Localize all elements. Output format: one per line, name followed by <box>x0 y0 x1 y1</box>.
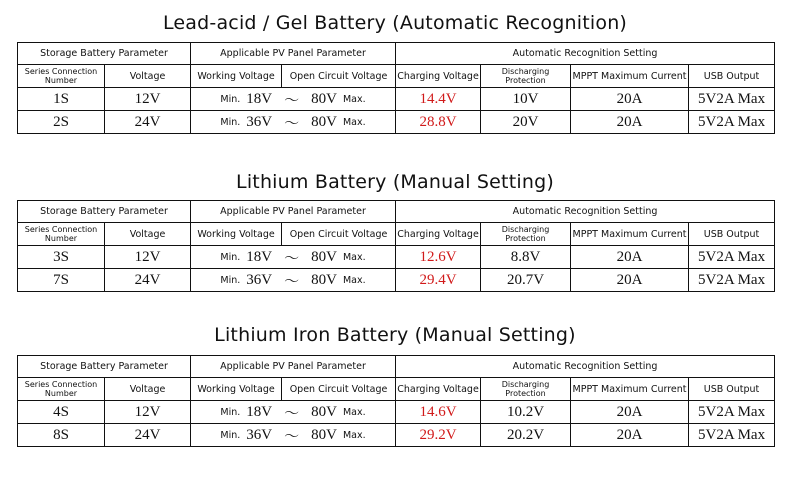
series-number-header: Series Connection Number <box>18 223 105 246</box>
pv-max-value: 80V <box>311 271 337 288</box>
voltage-header: Voltage <box>105 378 191 401</box>
series-cell: 3S <box>18 246 105 269</box>
series-number-header: Series Connection Number <box>18 65 105 88</box>
usb-cell: 5V2A Max <box>689 88 775 111</box>
pv-param-header: Applicable PV Panel Parameter <box>191 356 396 378</box>
usb-cell: 5V2A Max <box>689 269 775 292</box>
mppt-cell: 20A <box>571 424 689 447</box>
min-label: Min. <box>220 429 241 441</box>
mppt-cell: 20A <box>571 401 689 424</box>
open-circuit-header: Open Circuit Voltage <box>282 223 396 246</box>
auto-setting-header: Automatic Recognition Setting <box>396 43 775 65</box>
max-label: Max. <box>342 93 366 105</box>
header-row-groups <box>18 43 775 65</box>
usb-cell: 5V2A Max <box>689 424 775 447</box>
usb-output-header: USB Output <box>689 378 775 401</box>
min-label: Min. <box>220 93 241 105</box>
series-cell: 4S <box>18 401 105 424</box>
range-tilde: ～ <box>284 271 300 290</box>
voltage-header: Voltage <box>105 65 191 88</box>
table-row <box>18 111 775 134</box>
pv-min-value: 18V <box>246 248 273 265</box>
charging-cell: 12.6V <box>396 246 481 269</box>
mppt-cell: 20A <box>571 269 689 292</box>
mppt-current-header: MPPT Maximum Current <box>571 378 689 401</box>
table-title-lead-acid: Lead-acid / Gel Battery (Automatic Recognition) <box>162 12 628 34</box>
charging-cell: 29.2V <box>396 424 481 447</box>
pv-max-value: 80V <box>311 113 337 130</box>
discharging-protection-header: Discharging Protection <box>481 223 571 246</box>
discharging-cell: 20.2V <box>481 424 571 447</box>
discharging-cell: 20.7V <box>481 269 571 292</box>
open-circuit-header: Open Circuit Voltage <box>282 378 396 401</box>
range-tilde: ～ <box>284 248 300 267</box>
pv-max-value: 80V <box>311 426 337 443</box>
series-cell: 8S <box>18 424 105 447</box>
range-tilde: ～ <box>284 90 300 109</box>
charging-voltage-header: Charging Voltage <box>396 378 481 401</box>
charging-cell: 29.4V <box>396 269 481 292</box>
charging-voltage-header: Charging Voltage <box>396 65 481 88</box>
table-row <box>18 88 775 111</box>
pv-range-cell <box>191 246 396 269</box>
auto-setting-header: Automatic Recognition Setting <box>396 356 775 378</box>
storage-param-header: Storage Battery Parameter <box>18 43 191 65</box>
voltage-cell: 24V <box>105 269 191 292</box>
usb-cell: 5V2A Max <box>689 401 775 424</box>
table-title-lithium-iron: Lithium Iron Battery (Manual Setting) <box>214 324 576 346</box>
discharging-protection-header: Discharging Protection <box>481 65 571 88</box>
series-cell: 7S <box>18 269 105 292</box>
discharging-cell: 10.2V <box>481 401 571 424</box>
table-row <box>18 246 775 269</box>
pv-range-cell <box>191 269 396 292</box>
pv-range-cell <box>191 401 396 424</box>
range-tilde: ～ <box>284 403 300 422</box>
pv-max-value: 80V <box>311 248 337 265</box>
range-tilde: ～ <box>284 426 300 445</box>
pv-range-cell <box>191 88 396 111</box>
max-label: Max. <box>342 406 366 418</box>
series-cell: 2S <box>18 111 105 134</box>
auto-setting-header: Automatic Recognition Setting <box>396 201 775 223</box>
storage-param-header: Storage Battery Parameter <box>18 356 191 378</box>
usb-output-header: USB Output <box>689 65 775 88</box>
header-row-groups <box>18 201 775 223</box>
working-voltage-header: Working Voltage <box>191 378 282 401</box>
usb-cell: 5V2A Max <box>689 111 775 134</box>
charging-cell: 28.8V <box>396 111 481 134</box>
storage-param-header: Storage Battery Parameter <box>18 201 191 223</box>
max-label: Max. <box>342 251 366 263</box>
charging-voltage-header: Charging Voltage <box>396 223 481 246</box>
pv-range-cell <box>191 111 396 134</box>
voltage-cell: 12V <box>105 401 191 424</box>
mppt-cell: 20A <box>571 111 689 134</box>
header-row-columns <box>18 378 775 401</box>
usb-cell: 5V2A Max <box>689 246 775 269</box>
pv-min-value: 36V <box>246 271 273 288</box>
series-number-header: Series Connection Number <box>18 378 105 401</box>
header-row-columns <box>18 65 775 88</box>
table-row <box>18 401 775 424</box>
pv-param-header: Applicable PV Panel Parameter <box>191 43 396 65</box>
mppt-current-header: MPPT Maximum Current <box>571 223 689 246</box>
voltage-cell: 24V <box>105 111 191 134</box>
working-voltage-header: Working Voltage <box>191 65 282 88</box>
pv-min-value: 36V <box>246 113 273 130</box>
open-circuit-header: Open Circuit Voltage <box>282 65 396 88</box>
mppt-cell: 20A <box>571 246 689 269</box>
max-label: Max. <box>342 429 366 441</box>
pv-range-cell <box>191 424 396 447</box>
pv-min-value: 18V <box>246 403 273 420</box>
max-label: Max. <box>342 274 366 286</box>
range-tilde: ～ <box>284 113 300 132</box>
discharging-cell: 20V <box>481 111 571 134</box>
working-voltage-header: Working Voltage <box>191 223 282 246</box>
pv-max-value: 80V <box>311 403 337 420</box>
pv-min-value: 36V <box>246 426 273 443</box>
voltage-cell: 12V <box>105 246 191 269</box>
min-label: Min. <box>220 116 241 128</box>
voltage-cell: 24V <box>105 424 191 447</box>
lead-acid-table <box>17 42 775 134</box>
charging-cell: 14.6V <box>396 401 481 424</box>
min-label: Min. <box>220 251 241 263</box>
table-row <box>18 424 775 447</box>
discharging-cell: 8.8V <box>481 246 571 269</box>
discharging-protection-header: Discharging Protection <box>481 378 571 401</box>
series-cell: 1S <box>18 88 105 111</box>
table-title-lithium: Lithium Battery (Manual Setting) <box>236 171 554 193</box>
min-label: Min. <box>220 406 241 418</box>
lithium-table <box>17 200 775 292</box>
lithium-iron-table <box>17 355 775 447</box>
charging-cell: 14.4V <box>396 88 481 111</box>
mppt-current-header: MPPT Maximum Current <box>571 65 689 88</box>
max-label: Max. <box>342 116 366 128</box>
voltage-cell: 12V <box>105 88 191 111</box>
min-label: Min. <box>220 274 241 286</box>
usb-output-header: USB Output <box>689 223 775 246</box>
pv-min-value: 18V <box>246 90 273 107</box>
pv-param-header: Applicable PV Panel Parameter <box>191 201 396 223</box>
mppt-cell: 20A <box>571 88 689 111</box>
discharging-cell: 10V <box>481 88 571 111</box>
header-row-groups <box>18 356 775 378</box>
voltage-header: Voltage <box>105 223 191 246</box>
pv-max-value: 80V <box>311 90 337 107</box>
table-row <box>18 269 775 292</box>
header-row-columns <box>18 223 775 246</box>
